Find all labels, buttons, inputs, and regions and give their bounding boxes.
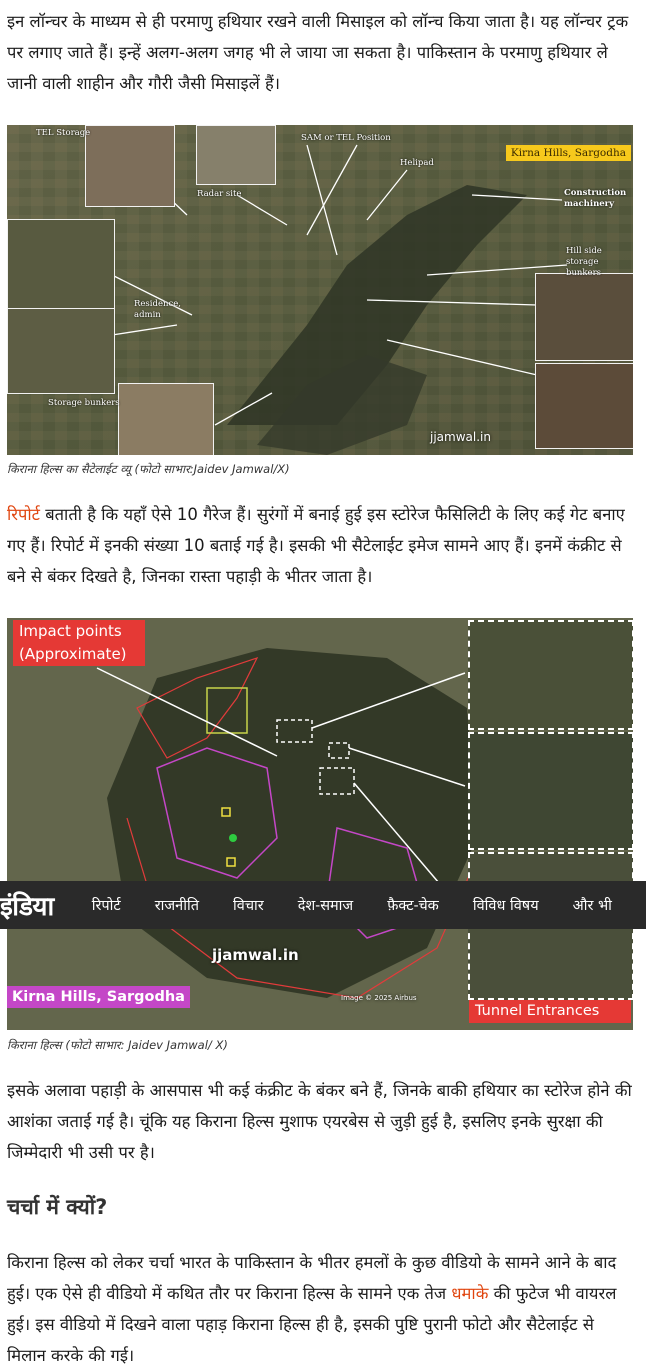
paragraph-4-text-a: किराना हिल्स को लेकर चर्चा भारत के पाकिस्तान के भीतर हमलों के कुछ वीडियो के सामने आने के बाद हुई। एक ऐसे ही वीडियो में कथित तौर पर किराना हिल्स के सामने एक तेज (7, 1253, 617, 1303)
nav-item-fact-check[interactable]: फ़ैक्ट-चेक (387, 898, 439, 914)
nav-item-more[interactable]: और भी (572, 898, 612, 914)
inset-storage-bunkers (118, 383, 214, 455)
inset-impact-2 (468, 732, 633, 850)
article-paragraph-1: इन लॉन्चर के माध्यम से ही परमाणु हथियार रखने वाली मिसाइल को लॉन्च किया जाता है। यह लॉन्चर ट्रक पर लगाए जाते हैं। इन्हें अलग-अलग जगह भी ले जाया जा सकता है। पाकिस्तान के परमाणु हथियार ले जानी वाली शाहीन और गौरी जैसी मिसाइलें हैं। (7, 12, 629, 93)
nav-item-opinion[interactable]: विचार (233, 898, 264, 914)
report-link[interactable]: रिपोर्ट (7, 505, 40, 524)
article-paragraph-3: इसके अलावा पहाड़ी के आसपास भी कई कंक्रीट के बंकर बने हैं, जिनके बाकी हथियार का स्टोरेज होने की आशंका जताई गई है। चूंकि यह किराना हिल्स मुशाफ एयरबेस से जुड़ी हुई है, इसलिए इनके सुरक्षा की जिम्मेदारी भी उसी पर है। (7, 1081, 632, 1162)
inset-residence-1 (7, 219, 115, 309)
inset-impact-1 (468, 620, 633, 730)
satellite-image-1[interactable] (7, 125, 633, 455)
label-construction: Construction machinery (564, 188, 627, 209)
paragraph-2-text: बताती है कि यहाँ ऐसे 10 गैरेज हैं। सुरंगों में बनाई हुई इस स्टोरेज फैसिलिटी के लिए कई गेट बनाए गए हैं। रिपोर्ट में इनकी संख्या 10 बताई गई है। इसकी भी सैटेलाईट इमेज सामने आए हैं। इनमें कंक्रीट से बने से बंकर दिखते है, जिनका रास्ता पहाड़ी के भीतर जाता है। (7, 505, 625, 586)
paragraph-4-text-b: की फुटेज भी वायरल हुई। इस वीडियो में दिखने वाला पहाड़ किराना हिल्स ही है, इसकी पुष्टि पुरानी फोटो और सैटेलाईट से मिलान करके की गई। (7, 1284, 617, 1365)
inset-hillside-2 (535, 363, 633, 449)
article-paragraph-2 (7, 499, 635, 592)
watermark-1: jjamwal.in (430, 430, 491, 444)
dhamake-link[interactable]: धमाके (451, 1284, 489, 1303)
inset-tel-storage (85, 125, 175, 207)
image-caption-1: किराना हिल्स का सैटेलाईट व्यू (फोटो साभार:Jaidev Jamwal/X) (7, 462, 290, 476)
satellite-image-2[interactable] (7, 618, 633, 1030)
article-paragraph-4 (7, 1247, 635, 1371)
watermark-2: jjamwal.in (212, 946, 299, 964)
tunnel-entrances-label: Tunnel Entrances (469, 1000, 631, 1023)
nav-item-nation-society[interactable]: देश-समाज (297, 898, 354, 914)
label-helipad: Helipad (400, 158, 434, 168)
section-heading: चर्चा में क्यों? (7, 1195, 108, 1219)
site-logo[interactable]: इंडिया (0, 892, 54, 922)
label-residence: Residence, admin (134, 299, 181, 320)
nav-item-misc[interactable]: विविध विषय (472, 898, 539, 914)
sticky-nav-bar (0, 881, 646, 929)
label-tel-storage: TEL Storage (36, 128, 91, 138)
label-radar-site: Radar site (197, 189, 242, 199)
label-hillside-storage: Hill side storage bunkers (566, 246, 602, 278)
label-storage-bunkers: Storage bunkers (48, 398, 120, 408)
inset-hillside-1 (535, 273, 633, 361)
badge-kirna-hills: Kirna Hills, Sargodha (506, 145, 631, 161)
image-caption-2: किराना हिल्स (फोटो साभार: Jaidev Jamwal/ X) (7, 1038, 228, 1052)
nav-item-politics[interactable]: राजनीति (154, 898, 200, 914)
nav-item-report[interactable]: रिपोर्ट (91, 898, 121, 914)
airbus-credit: Image © 2025 Airbus (341, 994, 417, 1002)
place-label-kirna: Kirna Hills, Sargodha (7, 986, 190, 1008)
inset-radar-site (196, 125, 276, 185)
label-sam-tel: SAM or TEL Position (301, 133, 391, 143)
impact-points-label: Impact points (Approximate) (13, 620, 145, 666)
inset-residence-2 (7, 308, 115, 394)
